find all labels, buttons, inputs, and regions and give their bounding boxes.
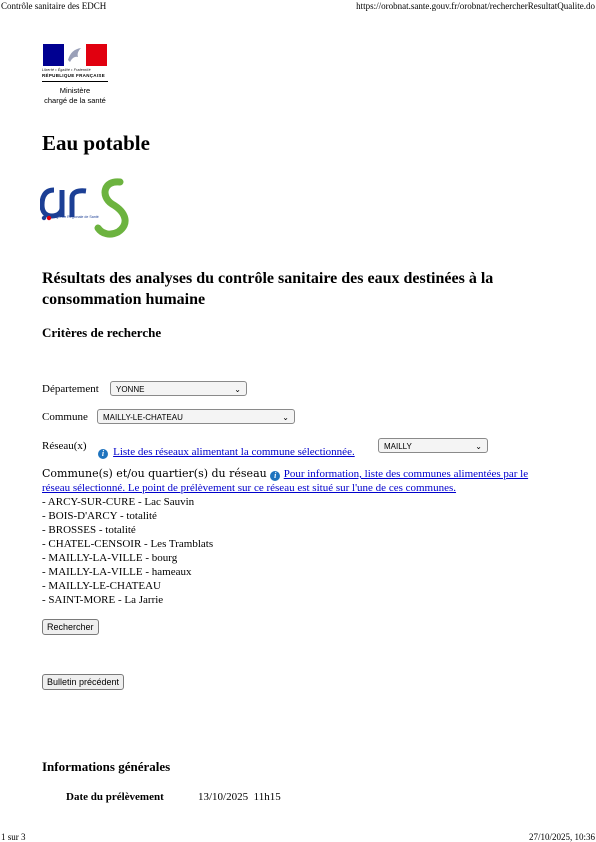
communes-list	[42, 495, 213, 607]
republique-francaise-logo	[42, 44, 108, 106]
list-item: - MAILLY-LA-VILLE - bourg	[42, 552, 178, 564]
list-item: - MAILLY-LA-VILLE - hameaux	[42, 566, 192, 578]
list-item: - BOIS-D'ARCY - totalité	[42, 510, 157, 522]
info-icon: i	[98, 449, 108, 459]
marianne-flag-icon	[43, 44, 107, 66]
list-item: - BROSSES - totalité	[42, 524, 136, 536]
ministry-name: Ministère chargé de la santé	[44, 85, 106, 105]
chevron-down-icon: ⌄	[234, 385, 241, 394]
communes-section	[42, 467, 542, 495]
reseau-list-link[interactable]: Liste des réseaux alimentant la commune sélectionnée.	[113, 446, 355, 458]
reseau-label: Réseau(x)	[42, 440, 87, 452]
previous-bulletin-button[interactable]: Bulletin précédent	[42, 674, 124, 690]
commune-label: Commune	[42, 411, 88, 423]
ars-logo-caption: Agence Régionale de Santé	[54, 215, 99, 219]
reseau-info	[98, 440, 355, 459]
criteria-heading: Critères de recherche	[42, 325, 162, 340]
print-footer-datetime: 27/10/2025, 10:36	[528, 832, 595, 842]
print-footer-page: 1 sur 3	[1, 832, 26, 842]
communes-label: Commune(s) et/ou quartier(s) du réseau	[42, 467, 267, 480]
communes-info-link-cont[interactable]: réseau sélectionné. Le point de prélèvement sur ce réseau est situé sur l'une de ces communes.	[42, 482, 457, 494]
list-item: - CHATEL-CENSOIR - Les Tramblats	[42, 538, 214, 550]
departement-select[interactable]: YONNE ⌄	[110, 381, 247, 396]
general-info-heading: Informations générales	[42, 759, 171, 774]
sample-date-label: Date du prélèvement	[66, 791, 164, 803]
results-heading: Résultats des analyses du contrôle sanitaire des eaux destinées à la consommation humaine	[42, 270, 494, 308]
print-header-title: Contrôle sanitaire des EDCH	[1, 1, 107, 11]
reseau-select[interactable]: MAILLY ⌄	[378, 438, 488, 453]
chevron-down-icon: ⌄	[282, 413, 289, 422]
list-item: - SAINT-MORE - La Jarrie	[42, 594, 164, 606]
sample-date-value: 13/10/2025 11h15	[198, 791, 281, 803]
list-item: - MAILLY-LE-CHATEAU	[42, 580, 161, 592]
chevron-down-icon: ⌄	[475, 442, 482, 451]
communes-info-link[interactable]: Pour information, liste des communes alimentées par le	[283, 468, 529, 480]
logo-motto: Liberté • Égalité • Fraternité	[42, 68, 91, 72]
page-title: Eau potable	[42, 131, 150, 155]
ars-logo	[40, 178, 140, 244]
departement-label: Département	[42, 383, 99, 395]
search-button[interactable]: Rechercher	[42, 619, 99, 635]
info-icon: i	[270, 471, 280, 481]
list-item: - ARCY-SUR-CURE - Lac Sauvin	[42, 496, 195, 508]
logo-republic: RÉPUBLIQUE FRANÇAISE	[42, 73, 106, 78]
commune-select[interactable]: MAILLY-LE-CHATEAU ⌄	[97, 409, 295, 424]
print-header-url: https://orobnat.sante.gouv.fr/orobnat/rechercherResultatQualite.do	[356, 1, 595, 11]
